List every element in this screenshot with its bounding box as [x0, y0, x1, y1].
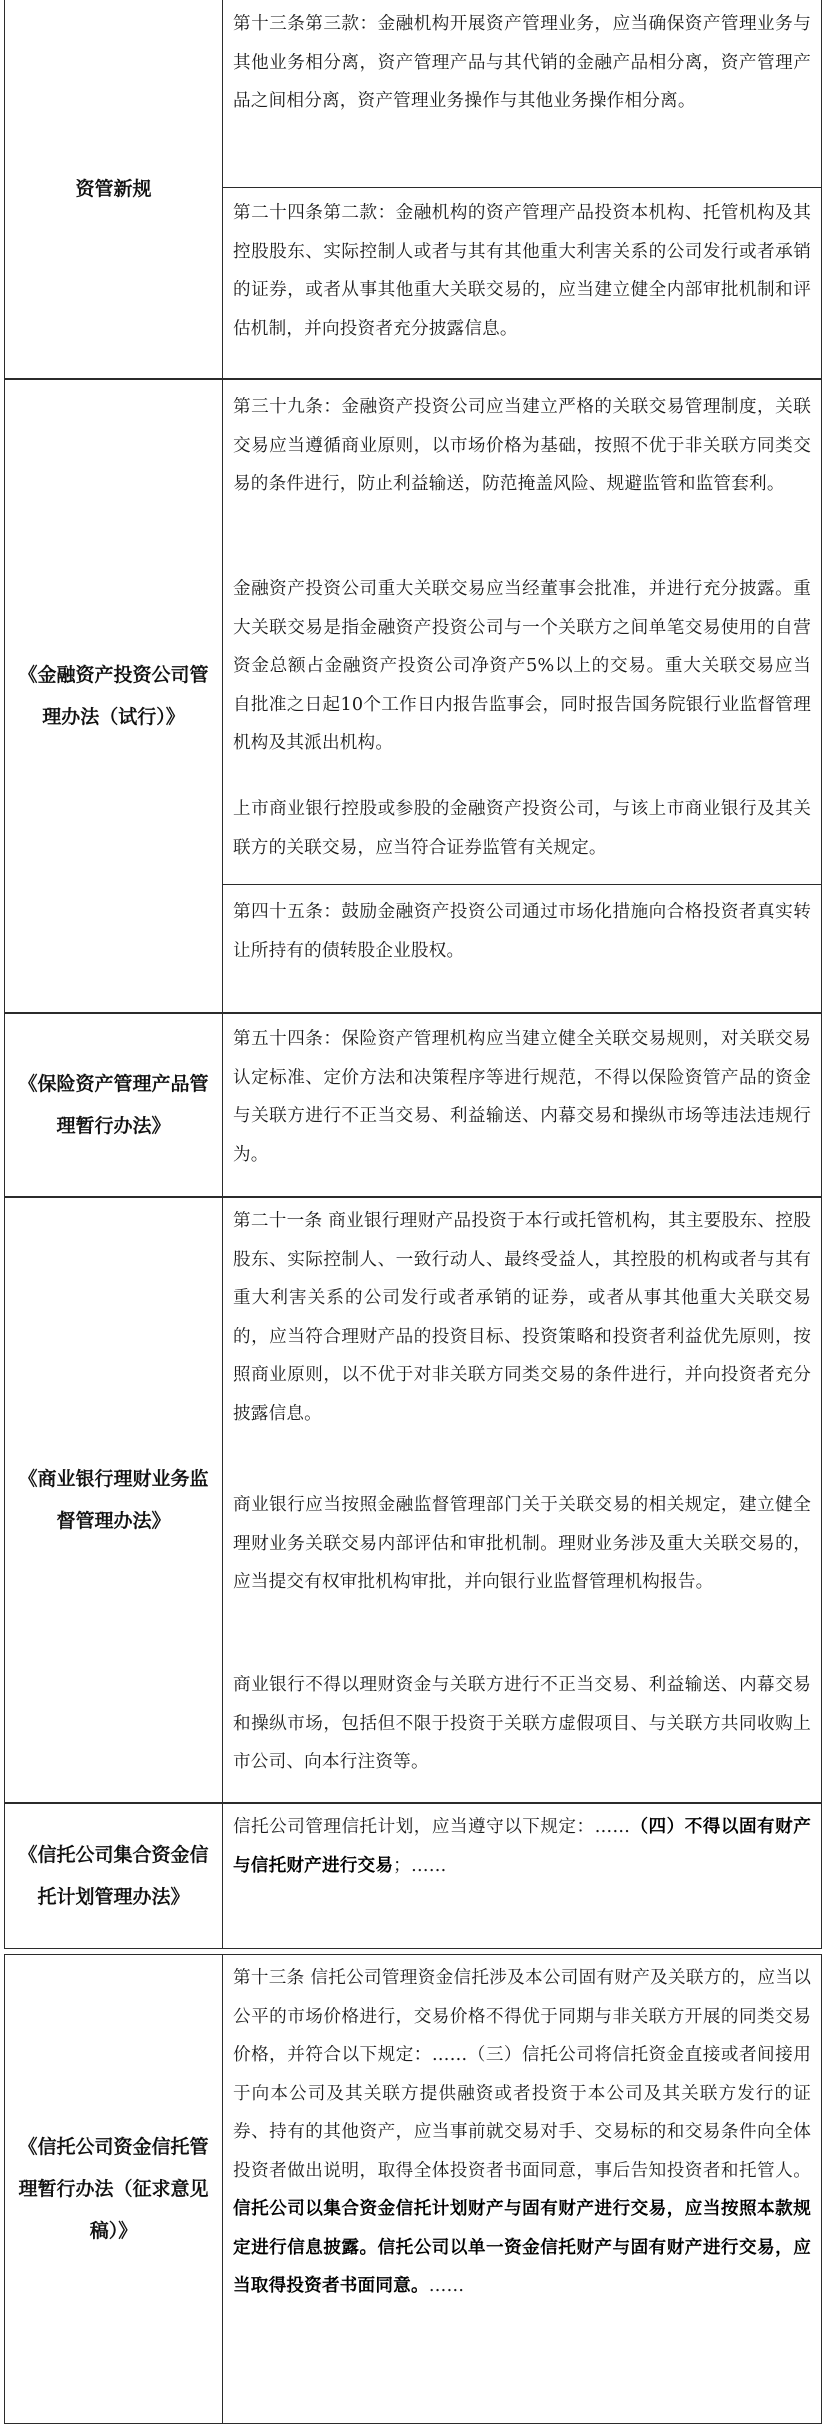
content-column: [223, 1198, 821, 1802]
table-row: [4, 1803, 822, 1949]
clause-paragraph: 金融资产投资公司重大关联交易应当经董事会批准，并进行充分披露。重大关联交易是指金融资产投资公司与一个关联方之间单笔交易使用的自营资金总额占金融资产投资公司净资产5%以上的交易。重大关联交易应当自批准之日起10个工作日内报告监事会，同时报告国务院银行业监督管理机构及其派出机构。: [233, 579, 811, 753]
clause-paragraph: 第二十四条第二款：金融机构的资产管理产品投资本机构、托管机构及其控股股东、实际控制人或者与其有其他重大利害关系的公司发行或者承销的证券，或者从事其他重大关联交易的，应当建立健全内部审批机制和评估机制，并向投资者充分披露信息。: [233, 203, 811, 339]
table-row: [4, 1197, 822, 1803]
content-column: [223, 0, 821, 378]
content-cell: [223, 1014, 821, 1196]
content-column: [223, 1014, 821, 1196]
table-row: [4, 1954, 822, 2424]
table-row: [4, 0, 822, 379]
row-title: 《信托公司集合资金信托计划管理办法》: [18, 1844, 209, 1908]
clause-paragraph: 第三十九条：金融资产投资公司应当建立严格的关联交易管理制度，关联交易应当遵循商业原则，以市场价格为基础，按照不优于非关联方同类交易的条件进行，防止利益输送，防范掩盖风险、规避监管和监管套利。: [233, 397, 811, 494]
content-cell: [223, 1955, 821, 2423]
content-column: [223, 1804, 821, 1948]
content-column: [223, 380, 821, 1012]
row-title: 《商业银行理财业务监督管理办法》: [18, 1468, 209, 1532]
table-row: [4, 379, 822, 1013]
table-row: [4, 1013, 822, 1197]
row-title: 资管新规: [75, 177, 152, 200]
row-title-cell: [5, 380, 223, 1012]
content-cell: [223, 1198, 821, 1802]
content-cell: [223, 380, 821, 884]
row-title-cell: [5, 1014, 223, 1196]
clause-paragraph: 商业银行不得以理财资金与关联方进行不正当交易、利益输送、内幕交易和操纵市场，包括但不限于投资于关联方虚假项目、与关联方共同收购上市公司、向本行注资等。: [233, 1675, 811, 1772]
row-title-cell: [5, 0, 223, 378]
clause-paragraph: 信托公司管理信托计划，应当遵守以下规定：……（四）不得以固有财产与信托财产进行交易；……: [233, 1816, 811, 1876]
content-cell: [223, 0, 821, 187]
clause-paragraph: 商业银行应当按照金融监督管理部门关于关联交易的相关规定，建立健全理财业务关联交易内部评估和审批机制。理财业务涉及重大关联交易的，应当提交有权审批机构审批，并向银行业监督管理机构报告。: [233, 1495, 811, 1592]
row-title-cell: [5, 1955, 223, 2423]
clause-paragraph: 第十三条第三款：金融机构开展资产管理业务，应当确保资产管理业务与其他业务相分离，资产管理产品与其代销的金融产品相分离，资产管理产品之间相分离，资产管理业务操作与其他业务操作相分离。: [233, 14, 811, 111]
clause-paragraph: 第十三条 信托公司管理资金信托涉及本公司固有财产及关联方的，应当以公平的市场价格进行，交易价格不得优于同期与非关联方开展的同类交易价格，并符合以下规定：……（三）信托公司将信托资金直接或者间接用于向本公司及其关联方提供融资或者投资于本公司及其关联方发行的证券、持有的其他资产，应当事前就交易对手、交易标的和交易条件向全体投资者做出说明，取得全体投资者书面同意，事后告知投资者和托管人。信托公司以集合资金信托计划财产与固有财产进行交易，应当按照本款规定进行信息披露。信托公司以单一资金信托财产与固有财产进行交易，应当取得投资者书面同意。……: [233, 1968, 811, 2296]
row-title: 《信托公司资金信托管理暂行办法（征求意见稿）》: [18, 2136, 209, 2242]
clause-paragraph: 上市商业银行控股或参股的金融资产投资公司，与该上市商业银行及其关联方的关联交易，应当符合证券监管有关规定。: [233, 799, 811, 858]
row-title-cell: [5, 1804, 223, 1948]
content-cell: [223, 187, 821, 378]
content-cell: [223, 884, 821, 1012]
clause-paragraph: 第二十一条 商业银行理财产品投资于本行或托管机构，其主要股东、控股股东、实际控制人、一致行动人、最终受益人，其控股的机构或者与其有重大利害关系的公司发行或者承销的证券，或者从事其他重大关联交易的，应当符合理财产品的投资目标、投资策略和投资者利益优先原则，按照商业原则，以不优于对非关联方同类交易的条件进行，并向投资者充分披露信息。: [233, 1211, 811, 1424]
clause-paragraph: 第五十四条：保险资产管理机构应当建立健全关联交易规则，对关联交易认定标准、定价方法和决策程序等进行规范，不得以保险资管产品的资金与关联方进行不正当交易、利益输送、内幕交易和操纵市场等违法违规行为。: [233, 1029, 811, 1165]
content-cell: [223, 1804, 821, 1948]
clause-paragraph: 第四十五条：鼓励金融资产投资公司通过市场化措施向合格投资者真实转让所持有的债转股企业股权。: [233, 902, 811, 961]
row-title: 《保险资产管理产品管理暂行办法》: [18, 1073, 209, 1137]
row-title: 《金融资产投资公司管理办法（试行）》: [18, 664, 209, 728]
row-title-cell: [5, 1198, 223, 1802]
content-column: [223, 1955, 821, 2423]
